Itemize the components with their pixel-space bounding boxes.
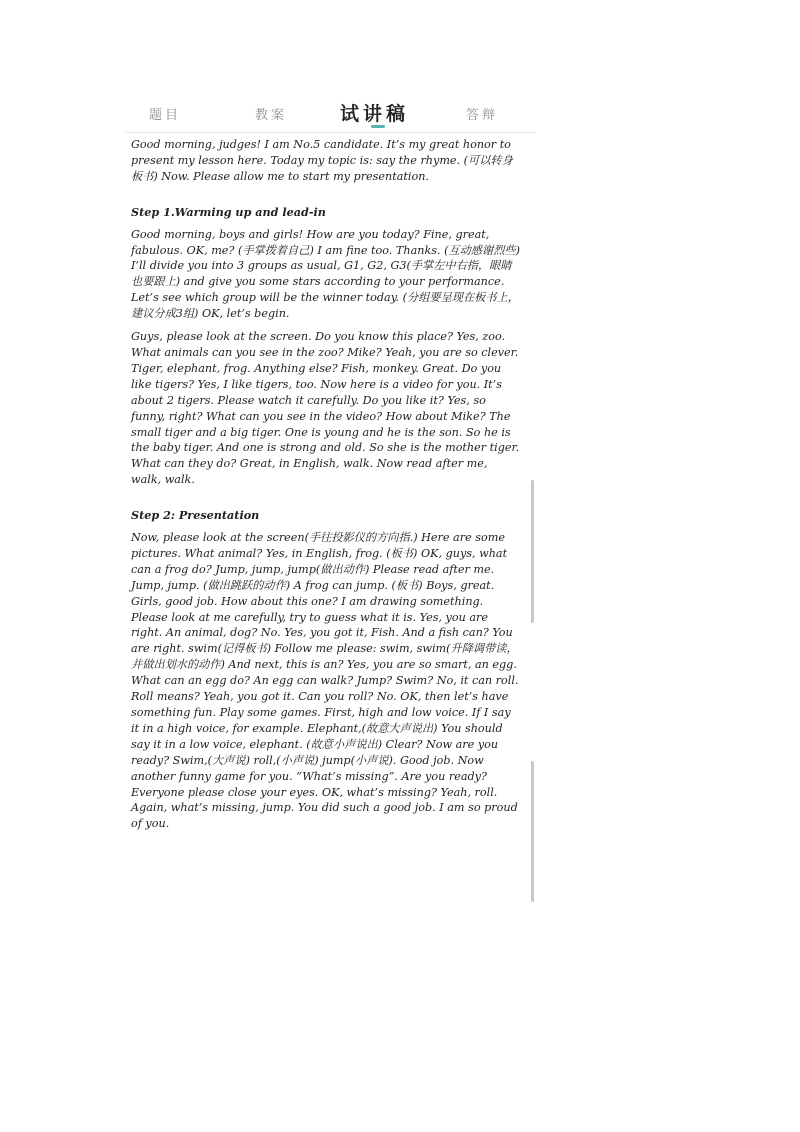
step1-paragraph-2: Guys, please look at the screen. Do you know this place? Yes, zoo. What animals can you see in the zoo? Mike? Yeah, you are so clever. Tiger, elephant, frog. Anything else? Fish, monkey. Great. Do you like tigers? Yes, I like tigers, too. Now here is a video for you. It’s about 2 tigers. Please watch it carefully. Do you like it? Yes, so funny, right? What can you see in the video? How about Mike? The small tiger and a big tiger. One is young and he is the son. So he is the baby tiger. And one is strong and old. So she is the mother tiger. What can they do? Great, in English, walk. Now read after me, walk, walk.	[131, 330, 520, 487]
intro-paragraph: Good morning, judges! I am No.5 candidate. It’s my great honor to present my lesson here. Today my topic is: say the rhyme. (可以转身板书) Now. Please allow me to start my presentation.	[131, 138, 513, 183]
scrollbar-thumb[interactable]	[531, 480, 534, 623]
step1-paragraph-1: Good morning, boys and girls! How are you today? Fine, great, fabulous. OK, me? (手掌拨着自己) I am fine too. Thanks. (互动感谢烈些) I’ll divide you into 3 groups as usual, G1, G2, G3(手掌左中右指，眼睛也要跟上) and give you some stars according to your performance. Let’s see which group will be the winner today. (分组要呈现在板书上，建议分成3组) OK, let’s begin.	[131, 227, 520, 321]
tab-bar	[125, 96, 535, 133]
tab-lesson-plan[interactable]: 教案	[255, 108, 288, 123]
tab-lecture-script[interactable]: 试讲稿	[340, 103, 410, 125]
tab-defense[interactable]: 答辩	[466, 108, 499, 123]
step2-paragraph-1: Now, please look at the screen(手往投影仪的方向指.) Here are some pictures. What animal? Yes, in English, frog. (板书) OK, guys, what can a frog do? Jump, jump, jump(做出动作) Please read after me. Jump, jump. (做出跳跃的动作) A frog can jump. (板书) Boys, great. Girls, good job. How about this one? I am drawing something. Please look at me carefully, try to guess what it is. Yes, you are right. An animal, dog? No. Yes, you got it, Fish. And a fish can? You are right. swim(记得板书) Follow me please: swim, swim(升降调带读，并做出划水的动作) And next, this is an? Yes, you are so smart, an egg. What can an egg do? An egg can walk? Jump? Swim? No, it can roll. Roll means? Yeah, you got it. Can you roll? No. OK, then let’s have something fun. Play some games. First, high and low voice. If I say it in a high voice, for example. Elephant,(故意大声说出) You should say it in a low voice, elephant. (故意小声说出) Clear? Now are you ready? Swim,(大声说) roll,(小声说) jump(小声说). Good job. Now another funny game for you. “What’s missing”. Are you ready? Everyone please close your eyes. OK, what’s missing? Yeah, roll. Again, what’s missing, jump. You did such a good job. I am so proud of you.	[131, 531, 519, 831]
active-tab-indicator	[371, 125, 385, 128]
script-content	[131, 137, 521, 832]
tab-topic[interactable]: 题目	[149, 108, 182, 123]
step2-heading: Step 2: Presentation	[131, 508, 260, 523]
step1-heading: Step 1.Warming up and lead-in	[131, 204, 326, 219]
scrollbar-thumb-secondary[interactable]	[531, 761, 534, 902]
